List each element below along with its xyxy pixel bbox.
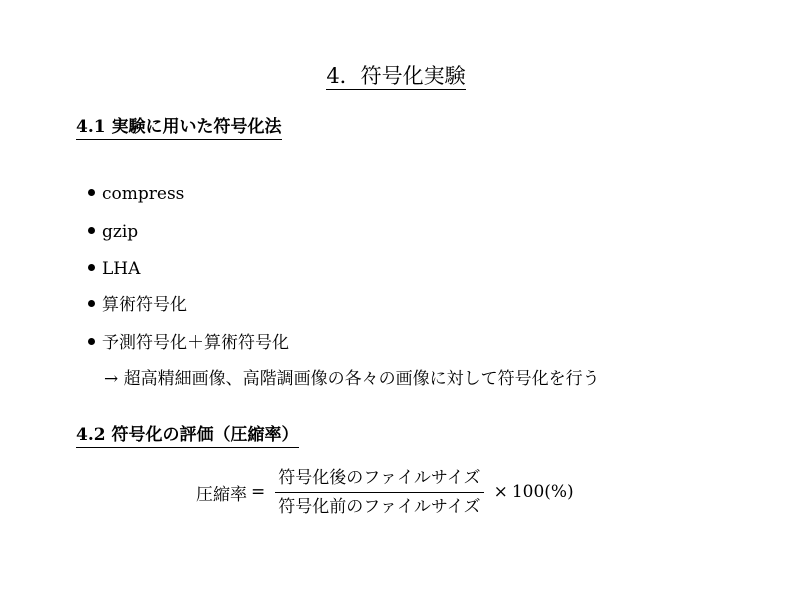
list-item-label: 算術符号化	[102, 295, 187, 315]
list-item-compress	[88, 183, 184, 205]
list-item-lha	[88, 258, 140, 280]
formula-lhs: 圧縮率	[196, 484, 247, 505]
list-item-label: compress	[102, 184, 185, 204]
list-item-predictive-coding	[88, 332, 289, 354]
bullet-icon	[88, 189, 95, 196]
note-text: 超高精細画像、高階調画像の各々の画像に対して符号化を行う	[123, 369, 600, 389]
formula-numerator: 符号化後のファイルサイズ	[275, 467, 483, 493]
bullet-icon	[88, 264, 95, 271]
page-title	[0, 62, 792, 90]
arrow-icon: →	[104, 369, 119, 389]
bullet-icon	[88, 300, 95, 307]
list-item-arithmetic-coding	[88, 294, 187, 316]
list-item-label: LHA	[102, 259, 141, 279]
bullet-icon	[88, 338, 95, 345]
formula-fraction	[275, 467, 483, 518]
list-item-gzip	[88, 221, 138, 243]
compression-ratio-formula	[196, 461, 574, 523]
equals-sign: =	[251, 482, 266, 502]
formula-factor: 100(%)	[511, 482, 574, 502]
page-title-text: 4．符号化実験	[326, 64, 466, 88]
section-heading-evaluation: 4.2 符号化の評価（圧縮率）	[76, 424, 299, 448]
section-heading-methods: 4.1 実験に用いた符号化法	[76, 116, 282, 140]
formula-denominator: 符号化前のファイルサイズ	[278, 496, 481, 517]
list-item-label: 予測符号化＋算術符号化	[102, 333, 289, 353]
times-sign: ×	[493, 482, 508, 502]
bullet-icon	[88, 227, 95, 234]
list-item-label: gzip	[102, 222, 139, 242]
note-line	[104, 368, 600, 390]
